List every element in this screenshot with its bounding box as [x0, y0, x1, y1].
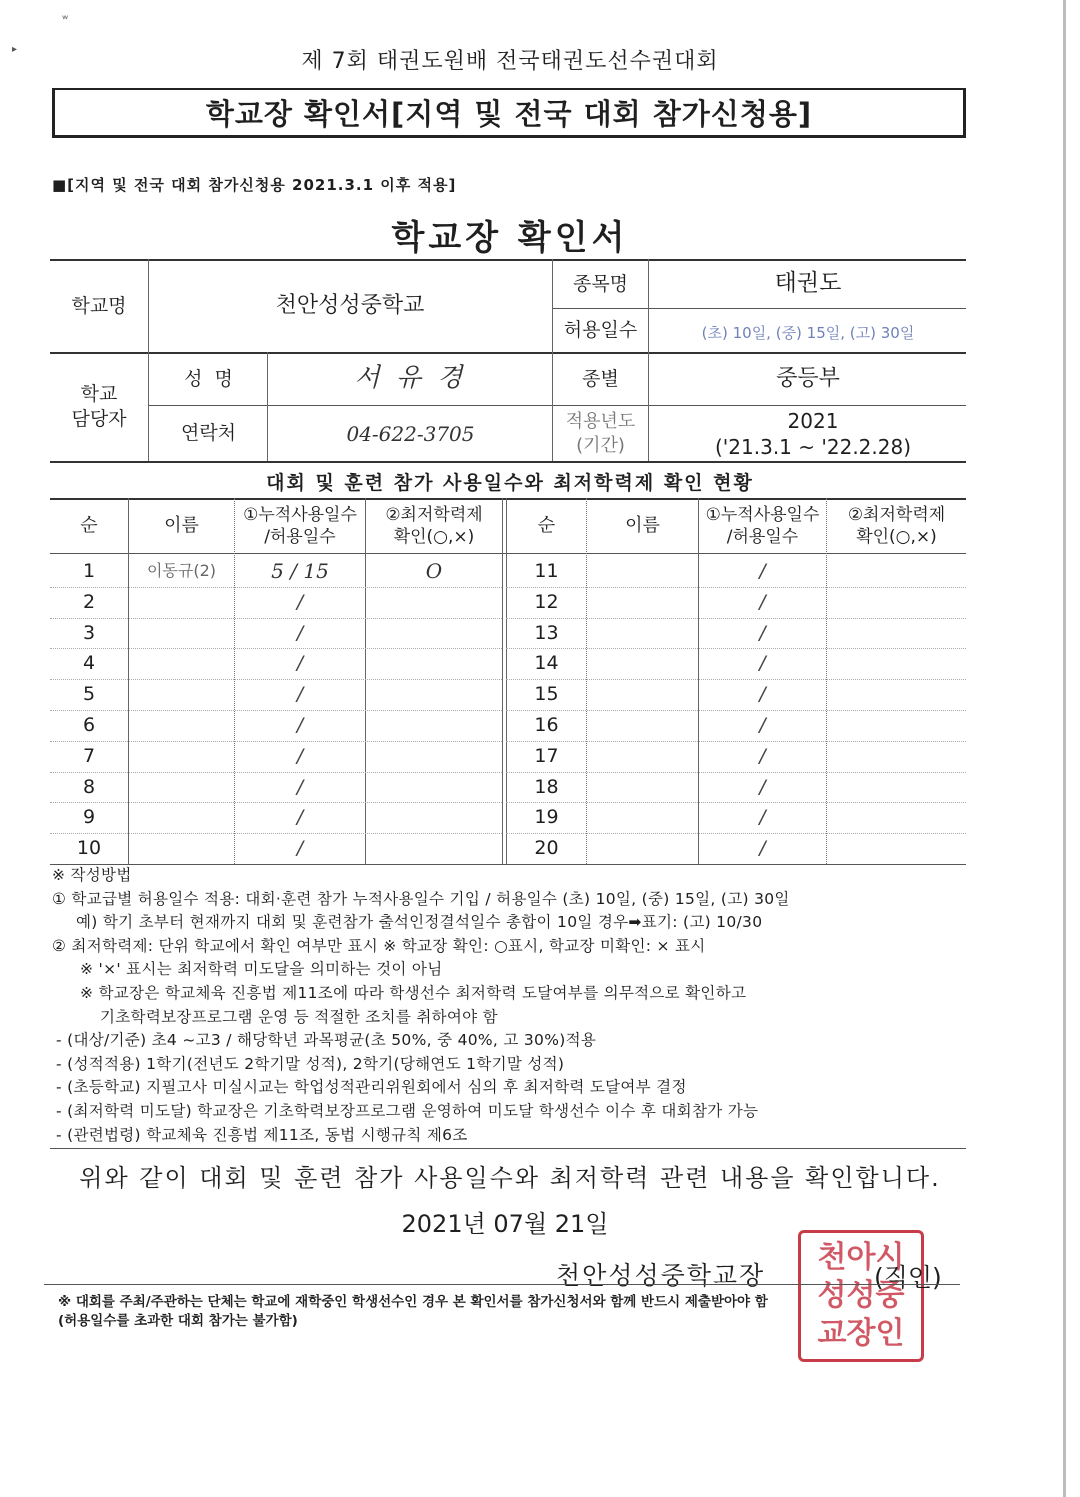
row-name	[587, 556, 698, 587]
row-name	[587, 618, 698, 649]
divider	[44, 1284, 960, 1285]
row-number: 11	[534, 560, 559, 583]
row-days: /	[759, 806, 766, 829]
row-number: 4	[82, 652, 96, 675]
row-separator	[506, 587, 966, 588]
header-no: 순	[80, 515, 98, 537]
instruction-line: 예) 학기 초부터 현재까지 대회 및 훈련참가 출석인정결석일수 총합이 10일 경우➡표기: (고) 10/30	[76, 913, 763, 932]
row-days: /	[759, 590, 766, 613]
row-separator	[50, 679, 502, 680]
row-days: /	[759, 652, 766, 675]
header-no: 순	[537, 515, 556, 537]
row-separator	[506, 772, 966, 773]
row-number: 10	[76, 837, 102, 860]
row-separator	[50, 648, 502, 649]
row-name	[129, 587, 234, 618]
period-year: 2021	[787, 409, 839, 433]
instruction-line: - (성적적용) 1학기(전년도 2학기말 성적), 2학기(당해연도 1학기말 성적)	[56, 1054, 565, 1073]
row-academic	[827, 741, 966, 772]
row-academic	[827, 648, 966, 679]
period-range: ('21.3.1 ~ '22.2.28)	[714, 435, 912, 459]
row-name	[129, 679, 234, 710]
confirmation-statement: 위와 같이 대회 및 훈련 참가 사용일수와 최저학력 관련 내용을 확인합니다.	[79, 1164, 941, 1192]
row-number: 3	[82, 621, 96, 644]
row-academic	[366, 618, 502, 649]
seal-line: 교장인	[817, 1316, 905, 1351]
writing-instructions	[52, 864, 972, 1147]
header-name: 이름	[625, 515, 660, 537]
row-academic	[366, 587, 502, 618]
row-days: /	[296, 744, 304, 767]
row-number: 18	[534, 775, 559, 798]
row-number: 7	[82, 744, 96, 767]
row-days: /	[296, 590, 304, 613]
row-days: /	[296, 775, 304, 798]
row-separator	[506, 802, 966, 803]
row-number: 9	[82, 806, 96, 829]
status-heading: 대회 및 훈련 참가 사용일수와 최저학력제 확인 현황	[266, 472, 754, 494]
row-name	[587, 802, 698, 833]
row-name	[129, 618, 234, 649]
row-academic	[366, 772, 502, 803]
row-name	[129, 710, 234, 741]
instruction-line: 기초학력보장프로그램 운영 등 적절한 조치를 취하여야 함	[100, 1007, 498, 1026]
table-line	[50, 553, 966, 554]
instruction-line: - (대상/기준) 초4 ~고3 / 해당학년 과목평균(초 50%, 중 40%, 고 30%)적용	[56, 1031, 597, 1050]
header-academic: ②최저학력제 확인(○,×)	[847, 504, 946, 547]
allowed-days-label: 허용일수	[563, 319, 638, 342]
category-label: 종별	[582, 367, 619, 390]
period-label: 적용년도 (기간)	[565, 411, 636, 456]
row-academic	[366, 679, 502, 710]
instruction-line: ② 최저학력제: 단위 학교에서 확인 여부만 표시 ※ 학교장 확인: ○표시, 학교장 미확인: × 표시	[52, 936, 706, 955]
row-separator	[50, 710, 502, 711]
row-days: /	[296, 683, 304, 706]
row-separator	[506, 833, 966, 834]
row-separator	[506, 679, 966, 680]
row-number: 2	[82, 590, 96, 613]
row-number: 17	[534, 744, 559, 767]
row-separator	[506, 710, 966, 711]
divider	[50, 1148, 966, 1149]
row-academic	[366, 710, 502, 741]
principal-name: 천안성성중학교장	[556, 1261, 766, 1290]
table-line	[648, 259, 649, 461]
issue-date: 2021년 07월 21일	[401, 1210, 609, 1238]
application-note: ■[지역 및 전국 대회 참가신청용 2021.3.1 이후 적용]	[52, 176, 457, 194]
instruction-line: ① 학교급별 허용일수 적용: 대회·훈련 참가 누적사용일수 기입 / 허용일수 (초) 10일, (중) 15일, (고) 30일	[52, 889, 790, 908]
row-name	[587, 710, 698, 741]
row-academic	[827, 802, 966, 833]
row-days: /	[759, 775, 766, 798]
row-days: 5 / 15	[271, 559, 329, 584]
row-name	[587, 772, 698, 803]
row-academic	[827, 679, 966, 710]
row-academic	[827, 618, 966, 649]
instruction-heading: ※ 작성방법	[52, 866, 132, 884]
allowed-days-value: (초) 10일, (중) 15일, (고) 30일	[701, 324, 915, 343]
name-label: 성 명	[184, 367, 233, 390]
row-academic	[827, 710, 966, 741]
row-number: 5	[82, 683, 96, 706]
row-days: /	[759, 837, 766, 860]
footnote-line: (허용일수를 초과한 대회 참가는 불가함)	[58, 1313, 298, 1329]
row-days: /	[759, 560, 766, 583]
row-days: /	[296, 837, 304, 860]
footnote	[58, 1293, 958, 1331]
row-days: /	[296, 621, 304, 644]
table-line	[502, 498, 503, 864]
row-academic	[827, 587, 966, 618]
instruction-line: - (최저학력 미도달) 학교장은 기초학력보장프로그램 운영하여 미도달 학생선수 이수 후 대회참가 가능	[56, 1101, 759, 1120]
row-days: /	[759, 714, 766, 737]
manager-label: 학교 담당자	[71, 383, 127, 430]
row-name	[129, 802, 234, 833]
row-name	[587, 679, 698, 710]
row-separator	[50, 802, 502, 803]
row-separator	[506, 648, 966, 649]
row-academic	[827, 556, 966, 587]
row-academic	[366, 802, 502, 833]
row-name	[129, 741, 234, 772]
row-days: /	[296, 806, 304, 829]
row-days: /	[759, 621, 766, 644]
row-academic	[366, 648, 502, 679]
row-academic	[827, 833, 966, 864]
row-number: 6	[82, 714, 96, 737]
footnote-line: ※ 대회를 주최/주관하는 단체는 학교에 재학중인 학생선수인 경우 본 확인서를 참가신청서와 함께 반드시 제출받아야 함	[58, 1294, 768, 1310]
event-label: 종목명	[572, 272, 629, 295]
row-name: 이동규(2)	[146, 561, 217, 580]
header-academic: ②최저학력제 확인(○,×)	[385, 504, 483, 547]
row-name	[129, 648, 234, 679]
row-number: 14	[534, 652, 559, 675]
row-separator	[506, 741, 966, 742]
row-separator	[50, 833, 502, 834]
seal-mark-label: (직인)	[874, 1263, 942, 1292]
row-number: 19	[534, 806, 559, 829]
row-academic	[366, 741, 502, 772]
event-value: 태권도	[774, 270, 842, 297]
table-line	[267, 352, 268, 461]
row-number: 20	[534, 837, 559, 860]
row-name	[587, 648, 698, 679]
row-days: /	[296, 652, 304, 675]
header-name: 이름	[164, 515, 199, 537]
seal-line: 성성중	[817, 1278, 905, 1313]
row-name	[587, 741, 698, 772]
scan-mark: ▸	[12, 44, 18, 55]
row-name	[129, 772, 234, 803]
school-name-value: 천안성성중학교	[275, 292, 425, 318]
event-title: 제 7회 태권도원배 전국태권도선수권대회	[301, 49, 719, 74]
row-name	[587, 833, 698, 864]
table-line	[148, 259, 149, 461]
category-value: 중등부	[776, 365, 840, 391]
row-separator	[50, 587, 502, 588]
row-days: /	[759, 683, 766, 706]
manager-name-handwritten: 서 유 경	[354, 363, 467, 394]
row-number: 12	[534, 590, 559, 613]
row-separator	[506, 618, 966, 619]
row-name	[129, 833, 234, 864]
row-academic	[366, 833, 502, 864]
row-number: 15	[534, 683, 559, 706]
row-days: /	[296, 714, 304, 737]
document-title: 학교장 확인서[지역 및 전국 대회 참가신청용]	[52, 88, 966, 138]
contact-label: 연락처	[180, 422, 237, 445]
row-academic: O	[425, 559, 443, 584]
row-number: 16	[534, 714, 559, 737]
row-number: 1	[82, 560, 96, 583]
row-number: 8	[82, 775, 96, 798]
header-days: ①누적사용일수 /허용일수	[243, 504, 357, 547]
instruction-line: ※ '×' 표시는 최저학력 미도달을 의미하는 것이 아님	[80, 960, 443, 979]
page-edge	[1063, 0, 1066, 1497]
contact-handwritten: 04-622-3705	[346, 421, 475, 446]
row-separator	[50, 772, 502, 773]
school-name-label: 학교명	[71, 294, 127, 317]
instruction-line: ※ 학교장은 학교체육 진흥법 제11조에 따라 학생선수 최저학력 도달여부를 의무적으로 확인하고	[80, 983, 747, 1002]
seal-line: 천아시	[817, 1240, 905, 1275]
row-separator	[50, 741, 502, 742]
form-title: 학교장 확인서	[391, 218, 629, 258]
scan-mark: ʷ	[62, 12, 69, 26]
header-days: ①누적사용일수 /허용일수	[705, 504, 820, 547]
table-line	[50, 461, 966, 463]
instruction-line: - (관련법령) 학교체육 진흥법 제11조, 동법 시행규칙 제6조	[56, 1125, 468, 1144]
row-number: 13	[534, 621, 559, 644]
row-academic	[827, 772, 966, 803]
row-days: /	[759, 744, 766, 767]
row-separator	[50, 618, 502, 619]
instruction-line: - (초등학교) 지필고사 미실시교는 학업성적관리위원회에서 심의 후 최저학력 도달여부 결정	[56, 1078, 687, 1097]
row-name	[587, 587, 698, 618]
